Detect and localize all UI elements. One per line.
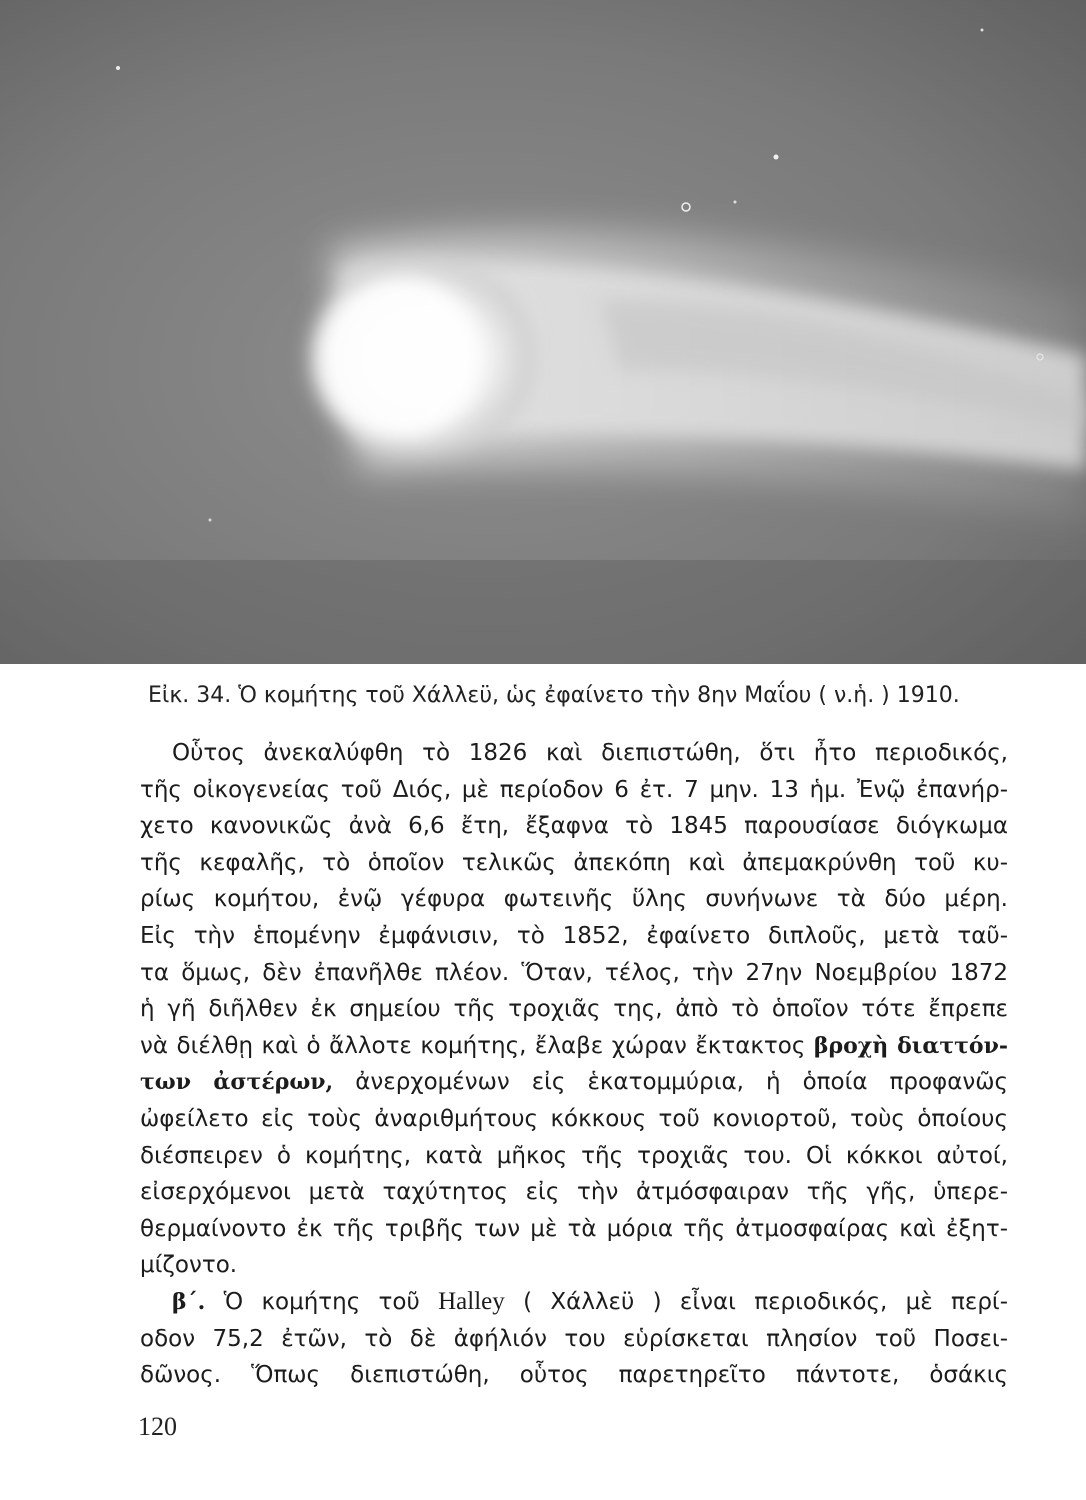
halley-comet-image (0, 0, 1086, 664)
text-line: θερμαίνοντο ἐκ τῆς τριβῆς των μὲ τὰ μόρια τῆς ἀτμοσφαίρας καὶ ἐξητ- (140, 1215, 1008, 1242)
star-icon (209, 519, 212, 522)
comet-photograph (0, 0, 1086, 664)
text-line: τῆς οἰκογενείας τοῦ Διός, μὲ περίοδον 6 ἐτ. 7 μην. 13 ἡμ. Ἐνῷ ἐπανήρ- (140, 776, 1008, 803)
text-fragment: Ὁ κομήτης τοῦ (205, 1288, 439, 1315)
text-line-with-bold (140, 1064, 1008, 1101)
star-icon (774, 155, 779, 160)
text-fragment: νὰ διέλθῃ καὶ ὁ ἄλλοτε κομήτης, ἔλαβε χώραν ἔκτακτος (140, 1032, 814, 1059)
comet-name: Halley (438, 1287, 505, 1315)
text-line: ἡ γῆ διῆλθεν ἐκ σημείου τῆς τροχιᾶς της, ἀπὸ τὸ ὁποῖον τότε ἔπρεπε (140, 996, 1008, 1023)
text-fragment: ἀνερχομένων εἰς ἑκατομμύρια, ἡ ὁποία προφανῶς (333, 1069, 1008, 1096)
text-line-with-marker (140, 1284, 1008, 1321)
text-line: τῆς κεφαλῆς, τὸ ὁποῖον τελικῶς ἀπεκόπη καὶ ἀπεμακρύνθη τοῦ κυ- (140, 849, 1008, 876)
page-number: 120 (138, 1412, 177, 1441)
text-line: διέσπειρεν ὁ κομήτης, κατὰ μῆκος τῆς τροχιᾶς του. Οἱ κόκκοι αὐτοί, (140, 1142, 1008, 1169)
text-line: ρίως κομήτου, ἐνῷ γέφυρα φωτεινῆς ὕλης συνήνωνε τὰ δύο μέρη. (140, 886, 1008, 913)
text-line: ὠφείλετο εἰς τοὺς ἀναριθμήτους κόκκους τοῦ κονιορτοῦ, τοὺς ὁποίους (140, 1105, 1008, 1132)
bold-term: των ἀστέρων, (140, 1069, 334, 1096)
text-line: οδον 75,2 ἐτῶν, τὸ δὲ ἀφήλιόν του εὑρίσκεται πλησίον τοῦ Ποσει- (140, 1325, 1008, 1352)
star-icon (734, 201, 737, 204)
section-marker: β΄. (172, 1288, 206, 1315)
main-text (140, 735, 1008, 1394)
text-line: Εἰς τὴν ἑπομένην ἐμφάνισιν, τὸ 1852, ἐφαίνετο διπλοῦς, μετὰ ταῦ- (140, 922, 1008, 949)
text-line: μίζοντο. (140, 1252, 238, 1279)
text-line: χετο κανονικῶς ἀνὰ 6,6 ἔτη, ἔξαφνα τὸ 1845 παρουσίασε διόγκωμα (140, 813, 1008, 840)
bold-term: βροχὴ διαττόν- (813, 1032, 1008, 1059)
star-icon (981, 29, 984, 32)
text-line: Οὗτος ἀνεκαλύφθη τὸ 1826 καὶ διεπιστώθη, ὅτι ἦτο περιοδικός, (172, 740, 1008, 766)
text-line: τα ὅμως, δὲν ἐπανῆλθε πλέον. Ὅταν, τέλος, τὴν 27ην Νοεμβρίου 1872 (140, 959, 1008, 986)
text-line: δῶνος. Ὅπως διεπιστώθη, οὗτος παρετηρεῖτο πάντοτε, ὁσάκις (140, 1362, 1008, 1389)
star-icon (116, 66, 120, 70)
text-line-with-bold (140, 1028, 1008, 1065)
figure-caption: Εἰκ. 34. Ὁ κομήτης τοῦ Χάλλεϋ, ὡς ἐφαίνετο τὴν 8ην Μαΐου ( ν.ἡ. ) 1910. (148, 683, 960, 708)
text-line: εἰσερχόμενοι μετὰ ταχύτητος εἰς τὴν ἀτμόσφαιραν τῆς γῆς, ὑπερε- (140, 1179, 1008, 1206)
text-fragment: ( Χάλλεϋ ) εἶναι περιοδικός, μὲ περί- (504, 1288, 1008, 1315)
